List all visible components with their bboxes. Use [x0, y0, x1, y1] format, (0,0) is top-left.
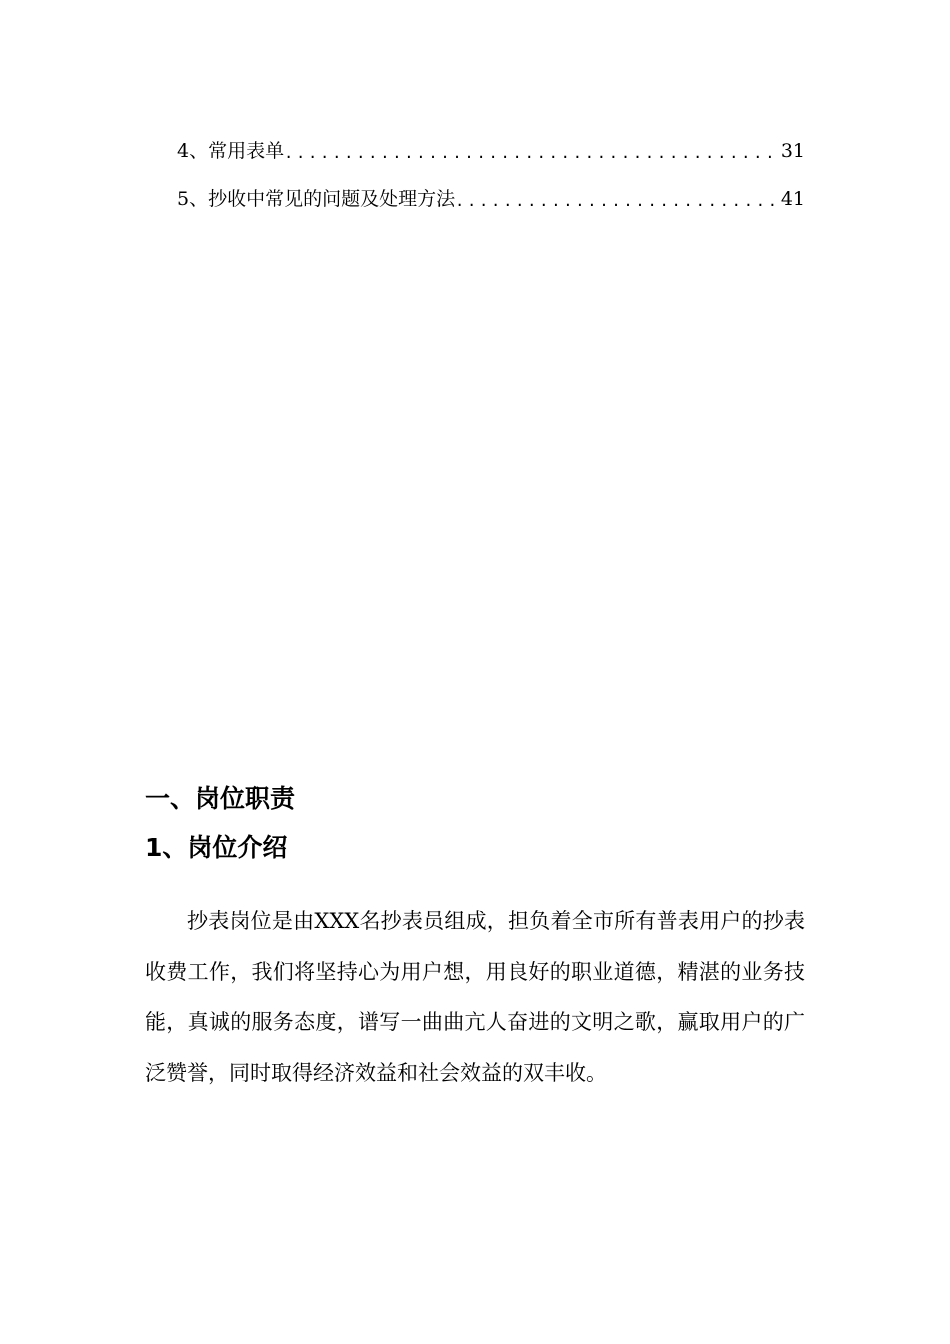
- section-heading: 一、岗位职责: [145, 784, 296, 813]
- toc-dot-leader: [455, 188, 779, 214]
- toc-page-number: 41: [780, 188, 805, 210]
- toc-entry-label: 4、常用表单: [177, 140, 285, 162]
- toc-dot-leader: [284, 140, 779, 166]
- toc-page-number: 31: [780, 140, 805, 162]
- toc-entry-label: 5、抄收中常见的问题及处理方法: [177, 188, 456, 210]
- toc-entry-common-forms[interactable]: [177, 136, 805, 166]
- toc-entry-common-problems[interactable]: [177, 184, 805, 214]
- subsection-heading: 1、岗位介绍: [145, 833, 288, 862]
- body-paragraph: 抄表岗位是由XXX名抄表员组成，担负着全市所有普表用户的抄表收费工作，我们将坚持心为用户想，用良好的职业道德，精湛的业务技能，真诚的服务态度，谱写一曲曲亢人奋进的文明之歌，赢取用户的广泛赞誉，同时取得经济效益和社会效益的双丰收。: [145, 909, 805, 1085]
